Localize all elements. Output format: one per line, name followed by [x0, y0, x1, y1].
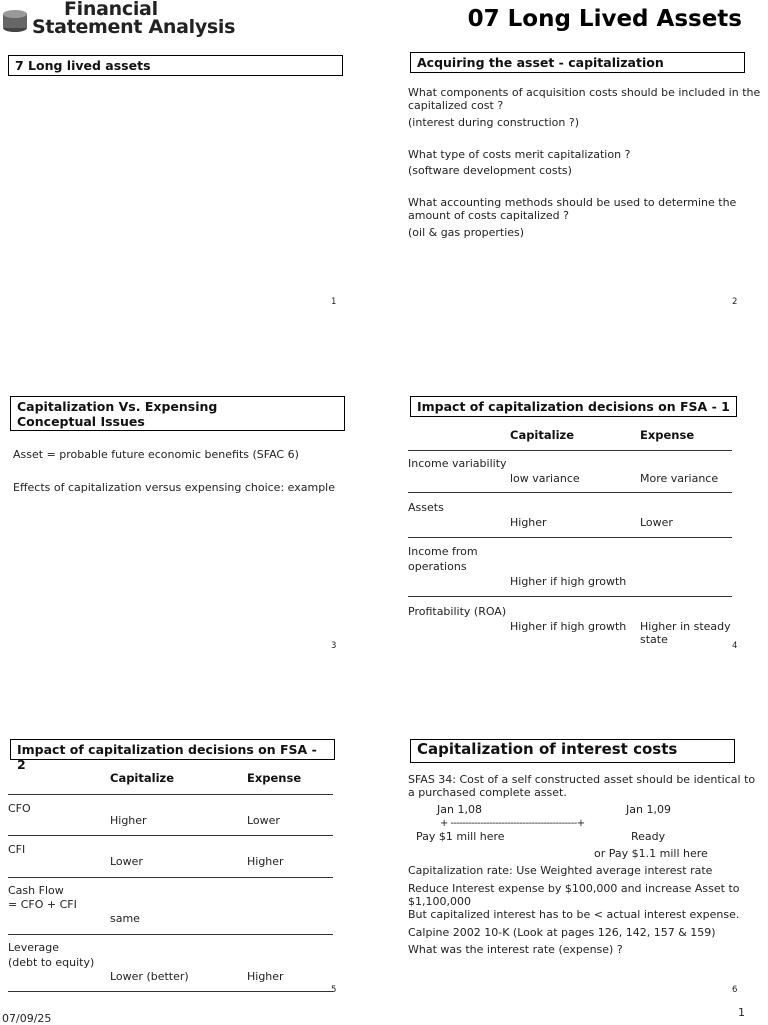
slide-6-line: What was the interest rate (expense) ? — [408, 943, 623, 956]
slide-6-line: But capitalized interest has to be < actual interest expense. — [408, 908, 740, 921]
slide-4-row-expense-2: state — [640, 633, 668, 646]
slide-6-timeline-end: Jan 1,09 — [626, 803, 671, 816]
logo-line-1: Financial — [64, 0, 158, 20]
slide-5-row-label-2: = CFO + CFI — [8, 898, 77, 911]
slide-2-line: What type of costs merit capitalization ? — [408, 148, 631, 161]
slide-6-line: a purchased complete asset. — [408, 786, 567, 799]
slide-4-row-label: Income from — [408, 545, 478, 558]
slide-4-row-label-2: operations — [408, 560, 467, 573]
slide-4-row-capitalize: low variance — [510, 472, 580, 485]
footer-date: 07/09/25 — [2, 1012, 52, 1025]
slide-4-divider — [408, 492, 732, 493]
slide-5-row-capitalize: Lower (better) — [110, 970, 189, 983]
slide-5-row-expense: Lower — [247, 814, 280, 827]
coin-stack-icon — [2, 4, 28, 34]
slide-6-title: Capitalization of interest costs — [410, 739, 735, 763]
slide-4-row-expense: Lower — [640, 516, 673, 529]
slide-6-timeline-right: Ready — [631, 830, 666, 843]
slide-3-line: Asset = probable future economic benefits (SFAC 6) — [13, 448, 299, 461]
slide-6-line: SFAS 34: Cost of a self constructed asset should be identical to — [408, 773, 756, 786]
slide-6-line: Calpine 2002 10-K (Look at pages 126, 142, 157 & 159) — [408, 926, 716, 939]
slide-4-row-expense: More variance — [640, 472, 719, 485]
slide-4-number: 4 — [732, 641, 738, 651]
slide-5-title: Impact of capitalization decisions on FSA - 2 — [10, 739, 335, 760]
slide-2-line: capitalized cost ? — [408, 99, 504, 112]
slide-6-timeline-start: Jan 1,08 — [437, 803, 482, 816]
slide-5-row-label-2: (debt to equity) — [8, 956, 95, 969]
slide-6-timeline-alt: or Pay $1.1 mill here — [594, 847, 708, 860]
slide-6-line: Reduce Interest expense by $100,000 and increase Asset to — [408, 882, 740, 895]
slide-5-row-label: CFI — [8, 843, 26, 856]
slide-3-line: Effects of capitalization versus expensing choice: example — [13, 481, 336, 494]
slide-5-row-label: Cash Flow — [8, 884, 64, 897]
slide-3-title-line-2: Conceptual Issues — [17, 414, 145, 429]
slide-6-timeline-bar: + ------------------------------------------+ — [440, 818, 585, 829]
logo-line-2: Statement Analysis — [32, 16, 236, 38]
slide-2-number: 2 — [732, 297, 738, 307]
slide-4-row-capitalize: Higher if high growth — [510, 620, 627, 633]
slide-4-col-expense: Expense — [640, 428, 695, 442]
slide-3-number: 3 — [331, 641, 337, 651]
slide-5-row-label: CFO — [8, 802, 31, 815]
slide-4-row-capitalize: Higher — [510, 516, 547, 529]
slide-5-row-capitalize: same — [110, 912, 140, 925]
slide-2-line: (oil & gas properties) — [408, 226, 525, 239]
slide-4-divider — [408, 450, 732, 451]
slide-5-row-expense: Higher — [247, 970, 284, 983]
slide-6-timeline-left: Pay $1 mill here — [416, 830, 505, 843]
slide-4-col-capitalize: Capitalize — [510, 428, 575, 442]
slide-4-divider — [408, 537, 732, 538]
slide-2-line: (software development costs) — [408, 164, 572, 177]
slide-2-line: amount of costs capitalized ? — [408, 209, 569, 222]
slide-3-title — [10, 396, 345, 431]
slide-5-number: 5 — [331, 985, 337, 995]
slide-5-col-capitalize: Capitalize — [110, 771, 175, 785]
slide-1-title: 7 Long lived assets — [8, 55, 343, 76]
slide-2-line: What components of acquisition costs should be included in the — [408, 86, 761, 99]
slide-3-title-line-1: Capitalization Vs. Expensing — [17, 399, 218, 414]
slide-5-divider — [8, 794, 333, 795]
slide-4-divider — [408, 596, 732, 597]
slide-5-row-expense: Higher — [247, 855, 284, 868]
slide-4-row-expense: Higher in steady — [640, 620, 731, 633]
slide-5-col-expense: Expense — [247, 771, 302, 785]
slide-4-title: Impact of capitalization decisions on FSA - 1 — [410, 396, 737, 417]
slide-5-row-capitalize: Higher — [110, 814, 147, 827]
slide-1-number: 1 — [331, 297, 337, 307]
slide-6-line: Capitalization rate: Use Weighted average interest rate — [408, 864, 713, 877]
slide-5-divider — [8, 835, 333, 836]
slide-5-row-label: Leverage — [8, 941, 59, 954]
slide-2-title: Acquiring the asset - capitalization — [410, 52, 745, 73]
slide-5-divider — [8, 877, 333, 878]
slide-2-line: What accounting methods should be used to determine the — [408, 196, 737, 209]
slide-4-row-label: Income variability — [408, 457, 507, 470]
slide-4-row-label: Profitability (ROA) — [408, 605, 507, 618]
slide-5-divider — [8, 991, 333, 992]
footer-page-number: 1 — [738, 1006, 745, 1019]
slide-4-row-label: Assets — [408, 501, 444, 514]
slide-6-line: $1,100,000 — [408, 895, 471, 908]
slide-5-divider — [8, 934, 333, 935]
logo — [0, 0, 300, 48]
slide-2-line: (interest during construction ?) — [408, 116, 580, 129]
document-title: 07 Long Lived Assets — [467, 6, 742, 32]
slide-4-row-capitalize: Higher if high growth — [510, 575, 627, 588]
slide-6-number: 6 — [732, 985, 738, 995]
slide-5-row-capitalize: Lower — [110, 855, 143, 868]
